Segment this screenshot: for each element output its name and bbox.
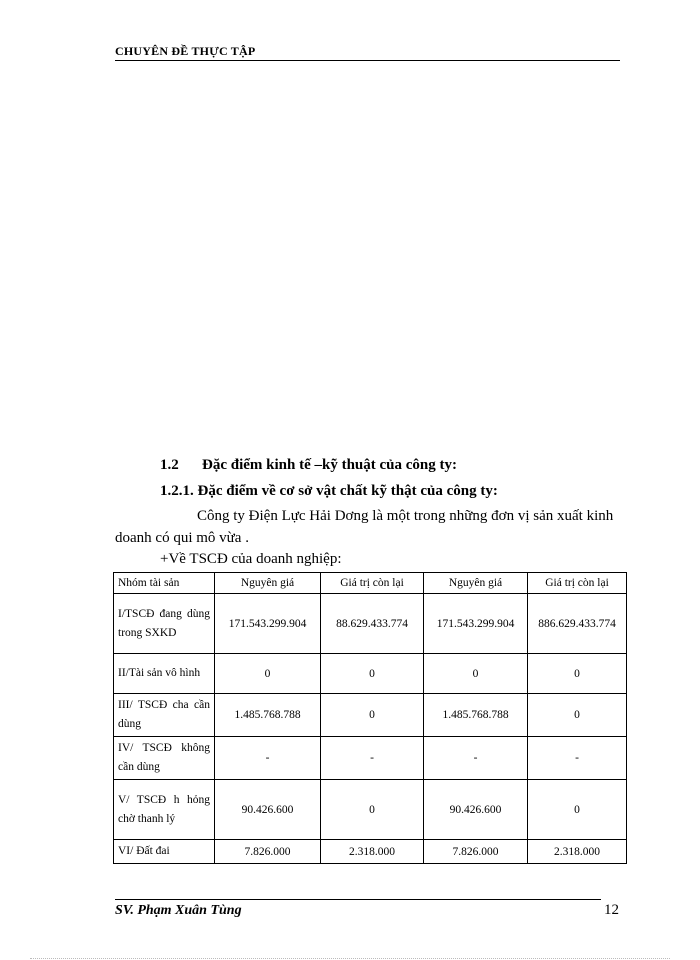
header-remaining-value-2: Giá trị còn lại	[528, 573, 627, 594]
tscd-heading: +Về TSCĐ của doanh nghiệp:	[160, 551, 342, 567]
cell-value: 90.426.600	[424, 780, 528, 840]
cell-value: 0	[528, 780, 627, 840]
row-label: V/ TSCĐ h hỏng chờ thanh lý	[114, 780, 215, 840]
header-original-cost: Nguyên giá	[215, 573, 321, 594]
cell-value: 2.318.000	[528, 840, 627, 864]
table-row	[114, 654, 627, 694]
header-asset-group: Nhóm tài sản	[114, 573, 215, 594]
cell-value: 7.826.000	[215, 840, 321, 864]
section-heading	[160, 457, 457, 474]
cell-value: -	[424, 737, 528, 780]
footer-divider	[115, 899, 601, 900]
row-label: I/TSCĐ đang dùng trong SXKD	[114, 594, 215, 654]
fixed-assets-table	[113, 572, 627, 864]
page-edge-divider	[30, 958, 670, 959]
cell-value: 171.543.299.904	[424, 594, 528, 654]
cell-value: 0	[321, 654, 424, 694]
cell-value: 90.426.600	[215, 780, 321, 840]
cell-value: 886.629.433.774	[528, 594, 627, 654]
table-row	[114, 694, 627, 737]
header-original-cost-2: Nguyên giá	[424, 573, 528, 594]
cell-value: 0	[528, 654, 627, 694]
subsection-heading: 1.2.1. Đặc điểm về cơ sở vật chất kỹ thật của công ty:	[160, 483, 498, 499]
cell-value: 0	[321, 780, 424, 840]
cell-value: 0	[424, 654, 528, 694]
cell-value: 1.485.768.788	[424, 694, 528, 737]
cell-value: 2.318.000	[321, 840, 424, 864]
cell-value: 0	[528, 694, 627, 737]
row-label: IV/ TSCĐ không cần dùng	[114, 737, 215, 780]
cell-value: 0	[215, 654, 321, 694]
row-label: VI/ Đất đai	[114, 840, 215, 864]
cell-value: 1.485.768.788	[215, 694, 321, 737]
cell-value: -	[528, 737, 627, 780]
row-label: II/Tài sản vô hình	[114, 654, 215, 694]
cell-value: 7.826.000	[424, 840, 528, 864]
cell-value: 0	[321, 694, 424, 737]
footer-author: SV. Phạm Xuân Tùng	[115, 903, 242, 918]
table-row	[114, 737, 627, 780]
cell-value: 88.629.433.774	[321, 594, 424, 654]
page-number: 12	[604, 902, 619, 918]
running-header: CHUYÊN ĐỀ THỰC TẬP	[115, 44, 620, 61]
table-row	[114, 594, 627, 654]
table-header-row	[114, 573, 627, 594]
cell-value: -	[321, 737, 424, 780]
cell-value: -	[215, 737, 321, 780]
section-title-text: Đặc điểm kinh tế –kỹ thuật của công ty:	[202, 457, 458, 473]
table-row	[114, 840, 627, 864]
section-number: 1.2	[160, 457, 179, 473]
paragraph-text: Công ty Điện Lực Hải Dơng là một trong những đơn vị sản xuất kinh doanh có qui mô vừa .	[115, 508, 614, 546]
cell-value: 171.543.299.904	[215, 594, 321, 654]
row-label: III/ TSCĐ cha cần dùng	[114, 694, 215, 737]
body-paragraph	[115, 505, 622, 549]
header-remaining-value: Giá trị còn lại	[321, 573, 424, 594]
table-row	[114, 780, 627, 840]
